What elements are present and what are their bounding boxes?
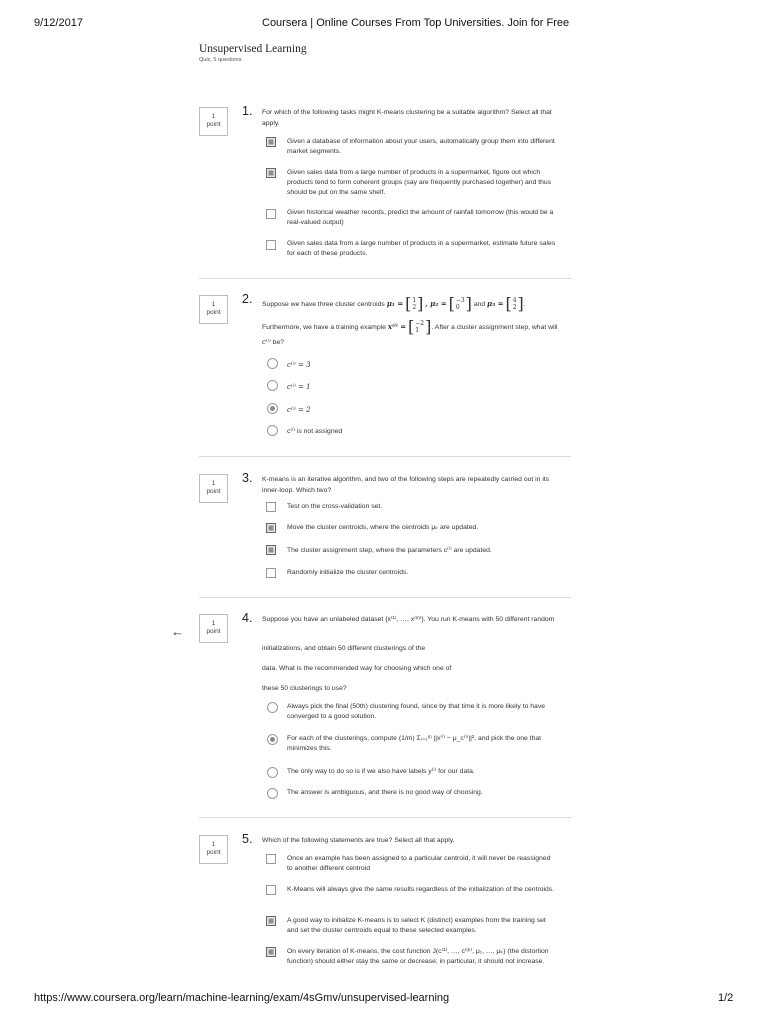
- mu2-vector: [ −3 0 ]: [448, 294, 472, 314]
- print-page-number: 1/2: [718, 992, 734, 1004]
- option-radio[interactable]: [267, 425, 278, 436]
- option-checkbox[interactable]: [266, 209, 276, 219]
- point-label: point: [206, 628, 221, 635]
- question-divider: [199, 597, 571, 598]
- option-label: For each of the clusterings, compute (1/m) Σᵢ₌₁ᵐ ||x⁽ⁱ⁾ − μ_c⁽ⁱ⁾||², and pick the one that minimizes this.: [287, 735, 542, 752]
- question-text-line: Suppose we have three cluster centroids μ₁ = [ 1 2 ] , μ₂ = [ −3 0 ] and μ₃ = [ 4 2 ] .: [262, 294, 526, 314]
- question-number: 4.: [242, 611, 253, 625]
- vector-entry: 0: [455, 304, 460, 312]
- point-value: 1: [211, 841, 216, 848]
- vector-entry: 2: [412, 304, 417, 312]
- point-box: [199, 295, 228, 324]
- print-url: https://www.coursera.org/learn/machine-learning/exam/4sGmv/unsupervised-learning: [34, 992, 450, 1004]
- mu1-vector: [ 1 2 ]: [405, 294, 424, 314]
- point-box: [199, 835, 228, 864]
- point-label: point: [206, 121, 221, 128]
- mu3-vector: [ 4 2 ]: [505, 294, 524, 314]
- question-text: these 50 clusterings to use?: [262, 685, 347, 692]
- print-page-title: Coursera | Online Courses From Top Universities. Join for Free: [262, 17, 570, 29]
- x-vector: [ −2 1 ]: [408, 317, 432, 337]
- option-checkbox[interactable]: [266, 854, 276, 864]
- print-date: 9/12/2017: [34, 17, 83, 29]
- option-checkbox[interactable]: [266, 545, 276, 555]
- option-label: Given a database of information about your users, automatically group them into different market segments.: [287, 138, 555, 155]
- question-text: and: [473, 301, 486, 308]
- option-label: On every iteration of K-means, the cost function J(c⁽¹⁾, …, c⁽ᵐ⁾, μ₁, …, μₖ) (the distortion function) should either stay the same or decrease; in particular, it should not increase.: [287, 948, 549, 965]
- question-divider: [199, 817, 571, 818]
- option-radio[interactable]: [267, 403, 278, 414]
- option-checkbox[interactable]: [266, 240, 276, 250]
- question-text: Suppose we have three cluster centroids: [262, 301, 385, 308]
- back-arrow-icon[interactable]: ←: [171, 624, 184, 639]
- option-label: Given historical weather records, predict the amount of rainfall tomorrow (this would be a real-valued output): [287, 209, 554, 226]
- question-text: data. What is the recommended way for choosing which one of: [262, 665, 452, 672]
- point-box: [199, 614, 228, 643]
- question-text-line: [262, 338, 284, 346]
- option-checkbox[interactable]: [266, 502, 276, 512]
- option-label: Once an example has been assigned to a particular centroid, it will never be reassigned to another different centroid: [287, 855, 551, 872]
- option-radio[interactable]: [267, 702, 278, 713]
- question-text: . After a cluster assignment step, what will: [431, 324, 558, 331]
- option-label: Given sales data from a large number of products in a supermarket, estimate future sales for each of these products.: [287, 240, 556, 257]
- question-number: 1.: [242, 104, 253, 118]
- point-value: 1: [211, 301, 216, 308]
- quiz-subtitle: Quiz, 5 questions: [199, 57, 242, 63]
- point-label: point: [206, 849, 221, 856]
- point-label: point: [206, 488, 221, 495]
- question-divider: [199, 278, 571, 279]
- question-number: 2.: [242, 292, 253, 306]
- point-value: 1: [211, 620, 216, 627]
- option-checkbox[interactable]: [266, 137, 276, 147]
- vector-entry: 2: [512, 304, 517, 312]
- question-text: be?: [272, 339, 285, 346]
- option-label: Move the cluster centroids, where the centroids μₖ are updated.: [287, 524, 479, 531]
- option-radio[interactable]: [267, 767, 278, 778]
- question-text: Furthermore, we have a training example: [262, 324, 386, 331]
- vector-entry: 1: [415, 327, 420, 335]
- option-radio[interactable]: [267, 734, 278, 745]
- point-value: 1: [211, 113, 216, 120]
- vector-entry: −2: [415, 320, 425, 328]
- option-label: Randomly initialize the cluster centroids.: [287, 569, 409, 576]
- option-label: c⁽ⁱ⁾ = 3: [287, 361, 311, 369]
- option-label: Always pick the final (50th) clustering found, since by that time it is more likely to have converged to a good solution.: [287, 703, 546, 720]
- question-divider: [199, 456, 571, 457]
- quiz-title: Unsupervised Learning: [199, 43, 307, 55]
- question-text-line: [262, 316, 562, 339]
- question-number: 5.: [242, 832, 253, 846]
- point-box: [199, 107, 228, 136]
- option-label: Given sales data from a large number of products in a supermarket, figure out which products tend to form coherent groups (say are frequently purchased together) and thus should be put on the same shelf.: [287, 169, 552, 196]
- option-label: The cluster assignment step, where the parameters c⁽ⁱ⁾ are updated.: [287, 547, 492, 554]
- vector-entry: 1: [412, 297, 417, 305]
- question-text: For which of the following tasks might K-means clustering be a suitable algorithm? Select all that apply.: [262, 109, 552, 127]
- option-radio[interactable]: [267, 788, 278, 799]
- question-text: K-means is an iterative algorithm, and two of the following steps are repeatedly carried out in its inner-loop. Which two?: [262, 476, 550, 494]
- option-checkbox[interactable]: [266, 885, 276, 895]
- point-box: [199, 474, 228, 503]
- c-i-symbol: c⁽ⁱ⁾: [262, 338, 271, 346]
- option-label: The answer is ambiguous, and there is no good way of choosing.: [287, 789, 483, 796]
- vector-entry: 4: [512, 297, 517, 305]
- option-checkbox[interactable]: [266, 523, 276, 533]
- option-label: The only way to do so is if we also have labels y⁽ⁱ⁾ for our data.: [287, 768, 475, 775]
- question-text: Suppose you have an unlabeled dataset {x⁽¹⁾, …, x⁽ᵐ⁾}. You run K-means with 50 different random: [262, 616, 555, 623]
- option-label: Test on the cross-validation set.: [287, 503, 383, 510]
- option-checkbox[interactable]: [266, 568, 276, 578]
- point-value: 1: [211, 480, 216, 487]
- mu1-label: μ₁ =: [386, 299, 404, 308]
- option-checkbox[interactable]: [266, 916, 276, 926]
- mu2-label: , μ₂ =: [425, 299, 447, 308]
- question-text: initializations, and obtain 50 different clusterings of the: [262, 645, 426, 652]
- option-label: c⁽ⁱ⁾ is not assigned: [287, 428, 343, 435]
- question-number: 3.: [242, 471, 253, 485]
- option-radio[interactable]: [267, 380, 278, 391]
- mu3-label: μ₃ =: [487, 299, 504, 308]
- option-label: c⁽ⁱ⁾ = 2: [287, 406, 311, 414]
- option-label: A good way to initialize K-means is to select K (distinct) examples from the training set and set the cluster centroids equal to these selected examples.: [287, 917, 546, 934]
- vector-entry: −3: [455, 297, 465, 305]
- question-text: Which of the following statements are true? Select all that apply.: [262, 837, 455, 844]
- point-label: point: [206, 309, 221, 316]
- x-label: x⁽ⁱ⁾ =: [387, 322, 407, 331]
- option-label: K-Means will always give the same results regardless of the initialization of the centroids.: [287, 886, 555, 893]
- option-checkbox[interactable]: [266, 168, 276, 178]
- option-label: c⁽ⁱ⁾ = 1: [287, 383, 311, 391]
- option-checkbox[interactable]: [266, 947, 276, 957]
- option-radio[interactable]: [267, 358, 278, 369]
